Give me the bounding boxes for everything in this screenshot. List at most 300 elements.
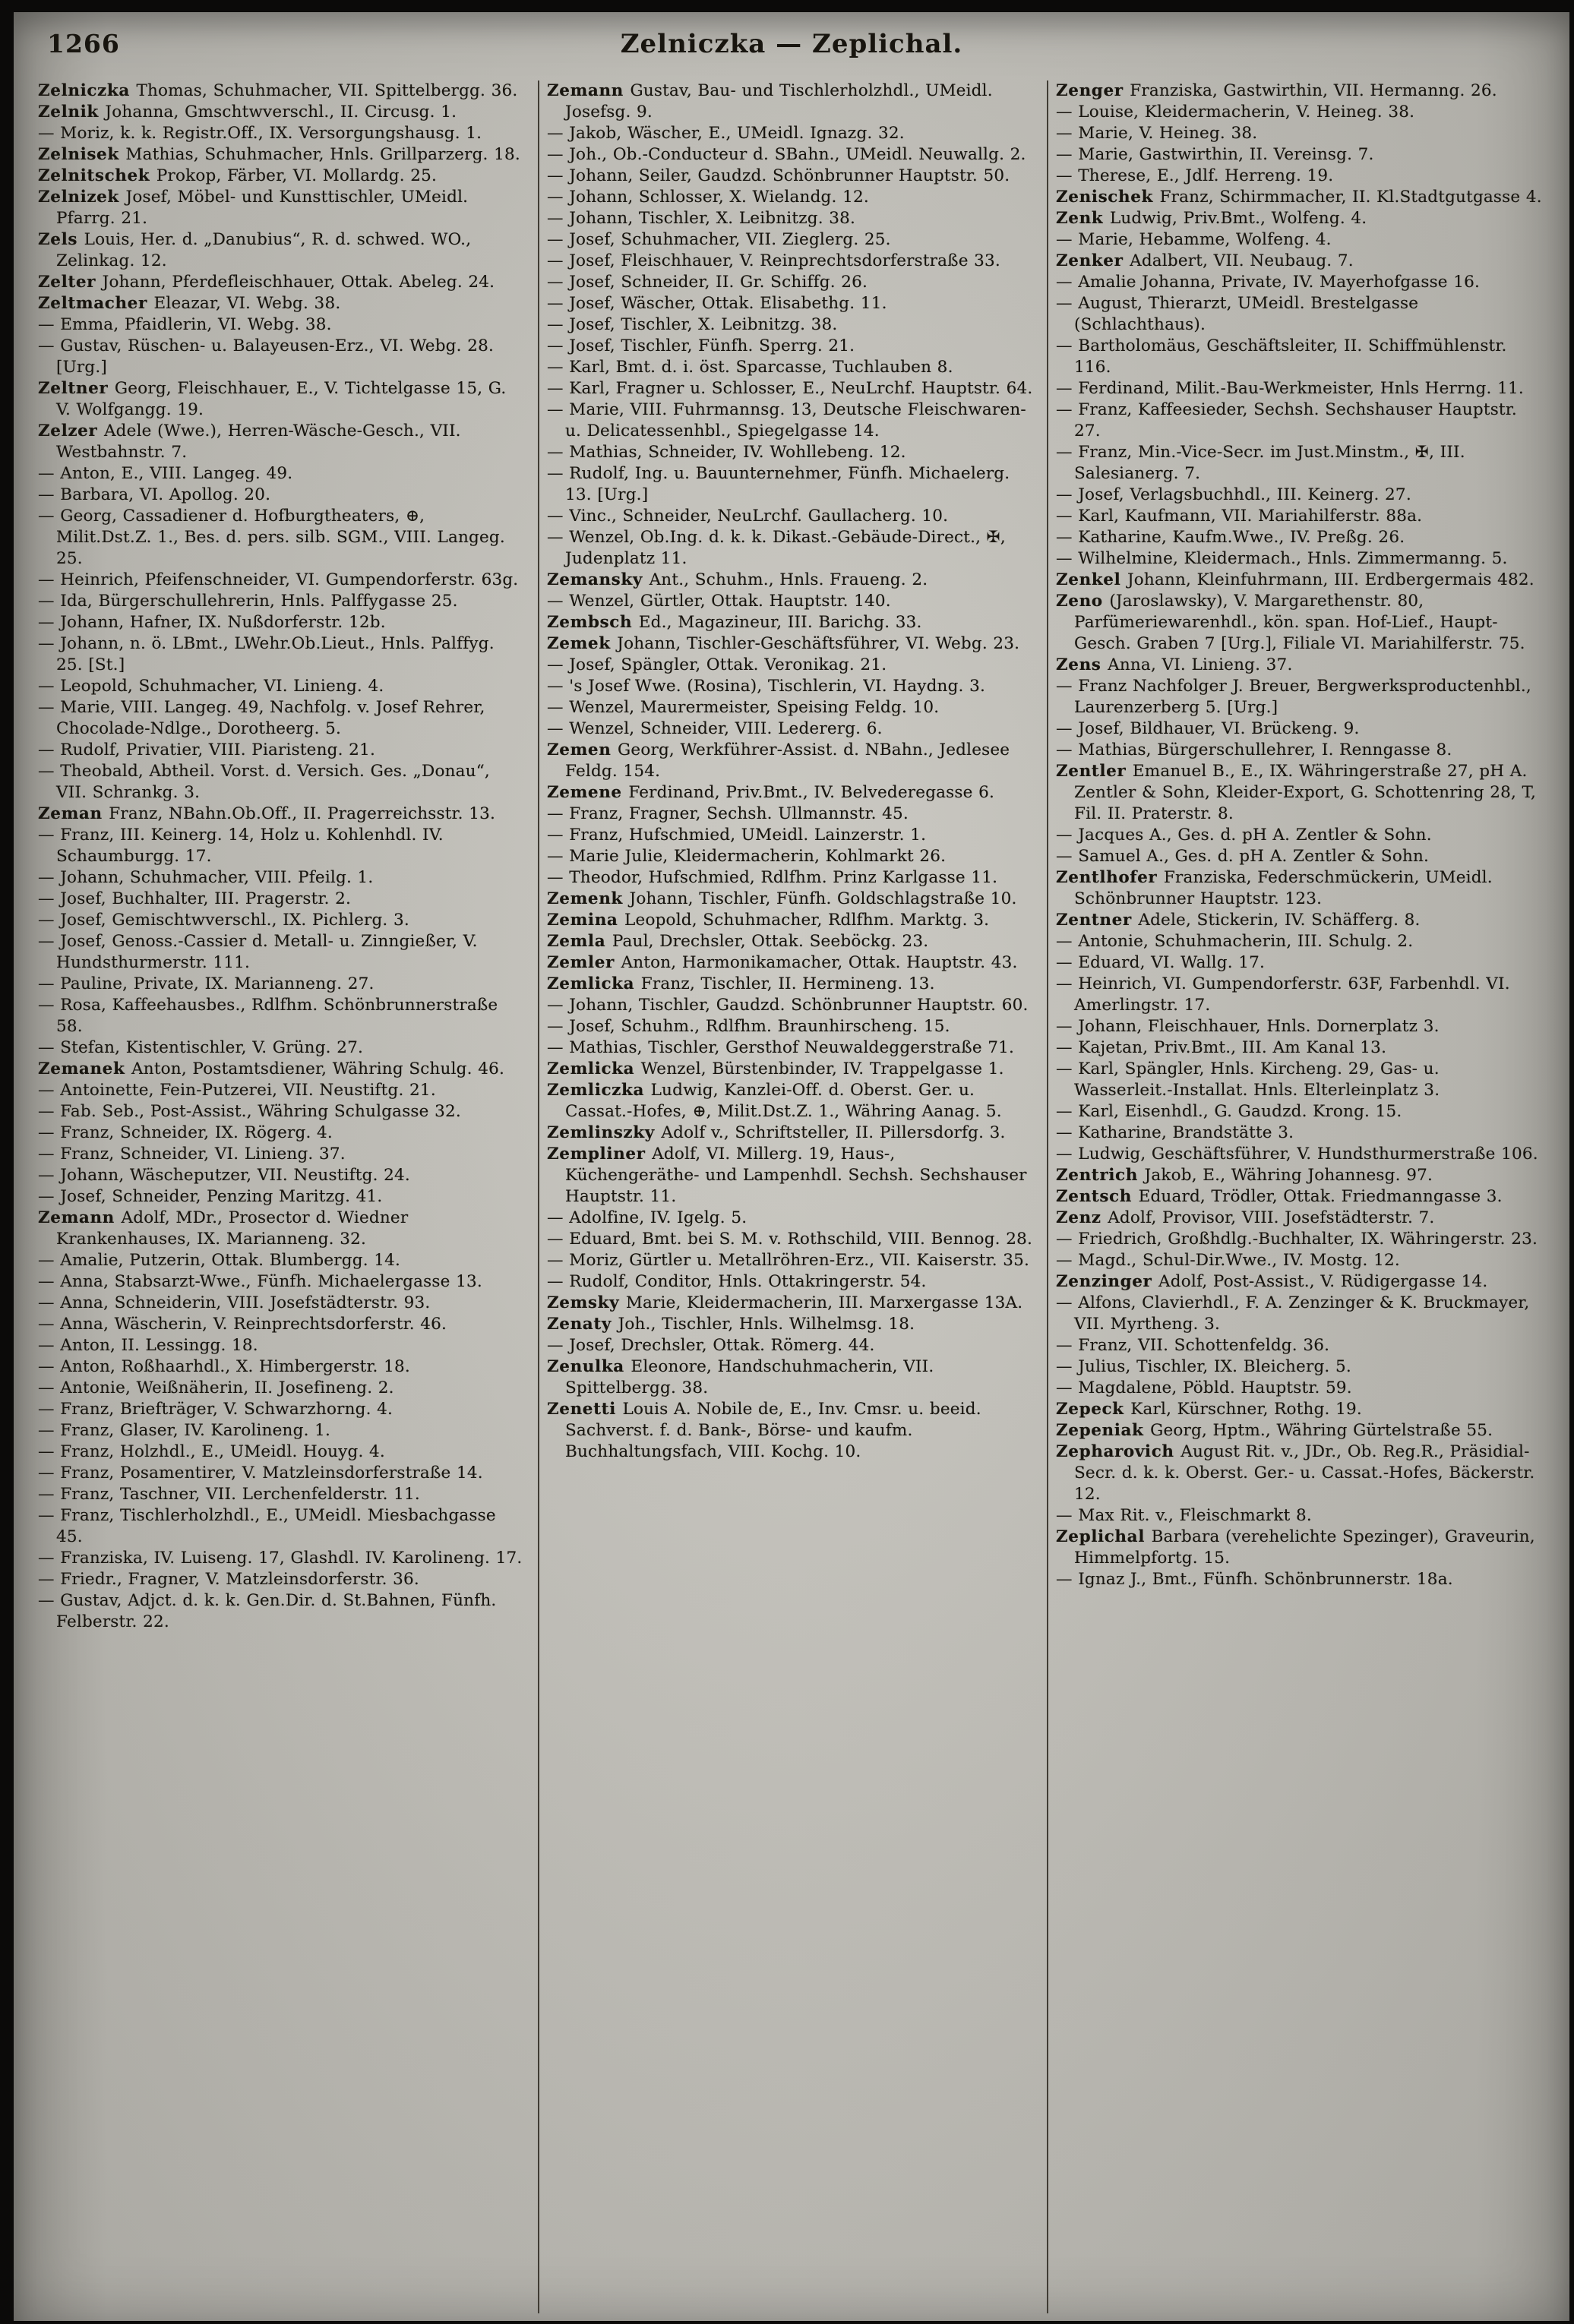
entry-text: — Johann, Schlosser, X. Wielandg. 12. — [547, 188, 869, 207]
directory-entry — [1056, 1527, 1542, 1569]
entry-text: — Eduard, VI. Wallg. 17. — [1056, 953, 1266, 972]
entry-text: — Karl, Fragner u. Schlosser, E., NeuLrchf. Hauptstr. 64. — [547, 379, 1033, 398]
directory-entry — [547, 357, 1033, 378]
entry-surname: Zenischek — [1056, 188, 1160, 207]
directory-entry — [38, 1569, 524, 1590]
entry-surname: Zemen — [547, 740, 618, 759]
directory-entry — [1056, 527, 1542, 548]
directory-entry — [1056, 1271, 1542, 1293]
entry-text: — Rudolf, Privatier, VIII. Piaristeng. 21. — [38, 740, 375, 759]
entry-text: — Fab. Seb., Post-Assist., Währing Schulgasse 32. — [38, 1102, 461, 1121]
entry-text: — Mathias, Tischler, Gersthof Neuwaldeggerstraße 71. — [547, 1038, 1015, 1057]
directory-entry — [547, 889, 1033, 910]
entry-text: — Friedr., Fragner, V. Matzleinsdorferstr. 36. — [38, 1570, 419, 1589]
directory-entry — [1056, 846, 1542, 867]
entry-surname: Zelnisek — [38, 145, 126, 164]
directory-entry — [1056, 251, 1542, 272]
directory-entry — [38, 1186, 524, 1208]
directory-entry — [38, 1378, 524, 1399]
entry-text: Ludwig, Kanzlei-Off. d. Oberst. Ger. u. Cassat.-Hofes, ⊕, Milit.Dst.Z. 1., Währing Aanag. 5. — [565, 1081, 1002, 1121]
directory-entry — [547, 782, 1033, 804]
entry-text: — Franz, VII. Schottenfeldg. 36. — [1056, 1336, 1330, 1355]
entry-surname: Zepeniak — [1056, 1421, 1151, 1440]
directory-entry — [1056, 591, 1542, 655]
entry-surname: Zenetti — [547, 1400, 623, 1419]
directory-entry — [38, 761, 524, 804]
directory-entry — [547, 804, 1033, 825]
entry-text: — Josef, Gemischtwverschl., IX. Pichlerg. 3. — [38, 911, 409, 930]
directory-entry — [38, 974, 524, 995]
entry-text: — Gustav, Adjct. d. k. k. Gen.Dir. d. St.Bahnen, Fünfh. Felberstr. 22. — [38, 1591, 497, 1631]
entry-text: Anton, Harmonikamacher, Ottak. Hauptstr. 43. — [621, 953, 1018, 972]
directory-entry — [38, 740, 524, 761]
entry-text: — Josef, Schneider, II. Gr. Schiffg. 26. — [547, 273, 868, 292]
entry-surname: Zemlinszky — [547, 1123, 662, 1142]
entry-surname: Zenzinger — [1056, 1272, 1159, 1291]
directory-entry — [38, 463, 524, 485]
entry-surname: Zentsch — [1056, 1187, 1139, 1206]
column-2 — [545, 81, 1041, 2313]
entry-text: — Franz, Schneider, VI. Linieng. 37. — [38, 1145, 346, 1164]
entry-text: — Anton, Roßhaarhdl., X. Himbergerstr. 18. — [38, 1357, 410, 1376]
directory-entry — [1056, 1144, 1542, 1165]
entry-text: — Therese, E., Jdlf. Herreng. 19. — [1056, 166, 1334, 185]
entry-text: — Leopold, Schuhmacher, VI. Linieng. 4. — [38, 677, 384, 696]
entry-text: Adele (Wwe.), Herren-Wäsche-Gesch., VII. Westbahnstr. 7. — [56, 422, 461, 462]
entry-text: Barbara (verehelichte Spezinger), Graveurin, Himmelpfortg. 15. — [1074, 1527, 1535, 1568]
entry-surname: Zentner — [1056, 911, 1139, 930]
directory-entry — [547, 463, 1033, 506]
directory-entry — [38, 1356, 524, 1378]
directory-entry — [38, 1144, 524, 1165]
directory-entry — [1056, 718, 1542, 740]
entry-text: Johann, Tischler, Fünfh. Goldschlagstraße 10. — [629, 889, 1017, 908]
entry-surname: Zels — [38, 230, 84, 249]
directory-entry — [547, 591, 1033, 612]
directory-entry — [38, 506, 524, 570]
entry-text: — Wenzel, Schneider, VIII. Ledererg. 6. — [547, 719, 883, 738]
entry-text: — Barbara, VI. Apollog. 20. — [38, 485, 271, 504]
entry-surname: Zentler — [1056, 762, 1133, 781]
entry-text: — Johann, n. ö. LBmt., LWehr.Ob.Lieut., Hnls. Palffyg. 25. [St.] — [38, 634, 495, 674]
directory-entry — [1056, 825, 1542, 846]
directory-entry — [547, 123, 1033, 144]
directory-entry — [1056, 761, 1542, 825]
entry-surname: Zeplichal — [1056, 1527, 1152, 1546]
entry-text: — Jakob, Wäscher, E., UMeidl. Ignazg. 32. — [547, 124, 905, 143]
directory-entry — [1056, 123, 1542, 144]
directory-entry — [38, 314, 524, 336]
page-number: 1266 — [47, 29, 120, 58]
entry-text: — Stefan, Kistentischler, V. Grüng. 27. — [38, 1038, 364, 1057]
entry-text: — Franz, Glaser, IV. Karolineng. 1. — [38, 1421, 331, 1440]
entry-text: Ferdinand, Priv.Bmt., IV. Belvederegasse 6. — [628, 783, 995, 802]
entry-text: — Magd., Schul-Dir.Wwe., IV. Mostg. 12. — [1056, 1251, 1400, 1270]
entry-text: Adolf, MDr., Prosector d. Wiedner Krankenhauses, IX. Marianneng. 32. — [56, 1208, 409, 1249]
directory-entry — [547, 910, 1033, 931]
directory-entry — [38, 804, 524, 825]
directory-entry — [38, 123, 524, 144]
entry-text: — 's Josef Wwe. (Rosina), Tischlerin, VI. Haydng. 3. — [547, 677, 986, 696]
directory-entry — [1056, 655, 1542, 676]
entry-text: — Josef, Tischler, X. Leibnitzg. 38. — [547, 315, 838, 334]
entry-text: Johanna, Gmschtwverschl., II. Circusg. 1. — [105, 103, 457, 122]
entry-text: Louis, Her. d. „Danubius“, R. d. schwed. WO., Zelinkag. 12. — [56, 230, 472, 270]
directory-entry — [1056, 570, 1542, 591]
directory-entry — [38, 910, 524, 931]
entry-text: Adolf, VI. Millerg. 19, Haus-, Küchengeräthe- und Lampenhdl. Sechsh. Sechshauser Hauptstr. 11. — [565, 1145, 1027, 1206]
entry-text: — Bartholomäus, Geschäftsleiter, II. Schiffmühlenstr. 116. — [1056, 336, 1507, 377]
entry-surname: Zens — [1056, 655, 1108, 674]
entry-text: Franz, Tischler, II. Hermineng. 13. — [640, 974, 935, 993]
directory-entry — [1056, 166, 1542, 187]
entry-text: — Antonie, Schuhmacherin, III. Schulg. 2. — [1056, 932, 1414, 951]
entry-text: — Katharine, Kaufm.Wwe., IV. Preßg. 26. — [1056, 528, 1405, 547]
entry-surname: Zemlicka — [547, 974, 641, 993]
entry-text: — Katharine, Brandstätte 3. — [1056, 1123, 1294, 1142]
directory-entry — [1056, 910, 1542, 931]
directory-entry — [38, 612, 524, 633]
directory-entry — [547, 527, 1033, 570]
entry-surname: Zemenk — [547, 889, 630, 908]
entry-text: — Georg, Cassadiener d. Hofburgtheaters, ⊕, Milit.Dst.Z. 1., Bes. d. pers. silb. SGM., VIII. Langeg. 25. — [38, 507, 505, 568]
directory-entry — [38, 1484, 524, 1505]
directory-entry — [547, 867, 1033, 889]
directory-entry — [38, 187, 524, 229]
entry-text: Paul, Drechsler, Ottak. Seeböckg. 23. — [612, 932, 929, 951]
directory-entry — [1056, 867, 1542, 910]
entry-text: — Josef, Spängler, Ottak. Veronikag. 21. — [547, 655, 887, 674]
entry-text: — Johann, Schuhmacher, VIII. Pfeilg. 1. — [38, 868, 374, 887]
directory-entry — [1056, 378, 1542, 399]
directory-entry — [1056, 952, 1542, 974]
directory-entry — [1056, 1505, 1542, 1527]
entry-text: — Jacques A., Ges. d. pH A. Zentler & Sohn. — [1056, 826, 1432, 845]
directory-entry — [547, 1356, 1033, 1399]
entry-text: — Josef, Schuhm., Rdlfhm. Braunhirscheng. 15. — [547, 1017, 950, 1036]
directory-entry — [38, 1548, 524, 1569]
directory-entry — [1056, 1186, 1542, 1208]
entry-surname: Zemek — [547, 634, 618, 653]
entry-surname: Zeltner — [38, 379, 115, 398]
directory-entry — [38, 676, 524, 697]
entry-text: — Kajetan, Priv.Bmt., III. Am Kanal 13. — [1056, 1038, 1387, 1057]
entry-text: Ed., Magazineur, III. Barichg. 33. — [638, 613, 922, 632]
directory-entry — [1056, 1229, 1542, 1250]
entry-text: Johann, Kleinfuhrmann, III. Erdbergermais 482. — [1127, 570, 1534, 589]
directory-entry — [547, 1080, 1033, 1123]
directory-entry — [38, 1123, 524, 1144]
entry-text: Adolf, Provisor, VIII. Josefstädterstr. 7. — [1108, 1208, 1435, 1227]
directory-entry — [38, 1441, 524, 1463]
directory-entry — [38, 421, 524, 463]
entry-text: — Franz, III. Keinerg. 14, Holz u. Kohlenhdl. IV. Schaumburgg. 17. — [38, 826, 444, 866]
entry-text: Adolf, Post-Assist., V. Rüdigergasse 14. — [1158, 1272, 1488, 1291]
entry-text: — Josef, Schuhmacher, VII. Zieglerg. 25. — [547, 230, 891, 249]
entry-text: — Josef, Verlagsbuchhdl., III. Keinerg. 27. — [1056, 485, 1411, 504]
entry-surname: Zemsky — [547, 1293, 626, 1312]
entry-text: — Samuel A., Ges. d. pH A. Zentler & Sohn. — [1056, 847, 1430, 866]
directory-entry — [38, 1463, 524, 1484]
directory-entry — [38, 293, 524, 314]
directory-entry — [1056, 1059, 1542, 1101]
entry-text: — Theobald, Abtheil. Vorst. d. Versich. Ges. „Donau“, VII. Schrankg. 3. — [38, 762, 490, 802]
entry-text: — Anna, Stabsarzt-Wwe., Fünfh. Michaelergasse 13. — [38, 1272, 482, 1291]
entry-text: — Amalie Johanna, Private, IV. Mayerhofgasse 16. — [1056, 273, 1481, 292]
directory-entry — [547, 1314, 1033, 1335]
directory-entry — [547, 314, 1033, 336]
entry-text: — Franziska, IV. Luiseng. 17, Glashdl. IV. Karolineng. 17. — [38, 1549, 523, 1568]
entry-text: — Theodor, Hufschmied, Rdlfhm. Prinz Karlgasse 11. — [547, 868, 998, 887]
entry-surname: Zemann — [547, 81, 631, 100]
entry-surname: Zelter — [38, 273, 103, 292]
directory-entry — [1056, 1399, 1542, 1420]
directory-entry — [38, 336, 524, 378]
entry-text: — Gustav, Rüschen- u. Balayeusen-Erz., VI. Webg. 28. [Urg.] — [38, 336, 494, 377]
directory-entry — [1056, 208, 1542, 229]
entry-text: Franz, Schirmmacher, II. Kl.Stadtgutgasse 4. — [1159, 188, 1542, 207]
entry-text: — Joh., Ob.-Conducteur d. SBahn., UMeidl. Neuwallg. 2. — [547, 145, 1026, 164]
entry-text: — Antoinette, Fein-Putzerei, VII. Neustiftg. 21. — [38, 1081, 436, 1100]
entry-text: — Josef, Drechsler, Ottak. Römerg. 44. — [547, 1336, 875, 1355]
directory-entry — [38, 1101, 524, 1123]
directory-entry — [547, 1123, 1033, 1144]
entry-text: — Franz, Kaffeesieder, Sechsh. Sechshauser Hauptstr. 27. — [1056, 400, 1517, 440]
entry-text: Eleonore, Handschuhmacherin, VII. Spittelbergg. 38. — [565, 1357, 934, 1397]
directory-entry — [547, 718, 1033, 740]
directory-entry — [38, 1399, 524, 1420]
entry-text: — Franz, Schneider, IX. Rögerg. 4. — [38, 1123, 333, 1142]
entry-text: — Franz, Hufschmied, UMeidl. Lainzerstr. 1. — [547, 826, 927, 845]
entry-text: August Rit. v., JDr., Ob. Reg.R., Präsidial-Secr. d. k. k. Oberst. Ger.- u. Cassat.-Hofes, Bäckerstr. 12. — [1074, 1442, 1535, 1504]
entry-surname: Zelnitschek — [38, 166, 156, 185]
entry-text: — Wenzel, Ob.Ing. d. k. k. Dikast.-Gebäude-Direct., ✠, Judenplatz 11. — [547, 528, 1006, 568]
directory-entry — [38, 1165, 524, 1186]
entry-text: — Johann, Seiler, Gaudzd. Schönbrunner Hauptstr. 50. — [547, 166, 1010, 185]
entry-text: Wenzel, Bürstenbinder, IV. Trappelgasse 1. — [640, 1059, 1004, 1078]
directory-entry — [547, 272, 1033, 293]
entry-text: — Josef, Schneider, Penzing Maritzg. 41. — [38, 1187, 383, 1206]
entry-text: Eduard, Trödler, Ottak. Friedmanngasse 3. — [1138, 1187, 1503, 1206]
directory-entry — [38, 825, 524, 867]
entry-text: — Moriz, k. k. Registr.Off., IX. Versorgungshausg. 1. — [38, 124, 482, 143]
entry-surname: Zenz — [1056, 1208, 1108, 1227]
entry-surname: Zenkel — [1056, 570, 1127, 589]
entry-surname: Zentlhofer — [1056, 868, 1164, 887]
directory-entry — [547, 144, 1033, 166]
entry-text: — Emma, Pfaidlerin, VI. Webg. 38. — [38, 315, 332, 334]
entry-text: — Josef, Buchhalter, III. Pragerstr. 2. — [38, 889, 352, 908]
entry-text: Georg, Fleischhauer, E., V. Tichtelgasse 15, G. V. Wolfgangg. 19. — [56, 379, 507, 419]
directory-entry — [38, 1293, 524, 1314]
entry-text: Thomas, Schuhmacher, VII. Spittelbergg. 36. — [136, 81, 518, 100]
entry-text: — Rosa, Kaffeehausbes., Rdlfhm. Schönbrunnerstraße 58. — [38, 996, 498, 1036]
entry-text: Mathias, Schuhmacher, Hnls. Grillparzerg. 18. — [125, 145, 520, 164]
directory-entry — [1056, 1378, 1542, 1399]
entry-surname: Zembsch — [547, 613, 639, 632]
directory-entry — [1056, 1335, 1542, 1356]
directory-entry — [547, 952, 1033, 974]
entry-text: — Eduard, Bmt. bei S. M. v. Rothschild, VIII. Bennog. 28. — [547, 1230, 1033, 1249]
entry-text: — Rudolf, Ing. u. Bauunternehmer, Fünfh. Michaelerg. 13. [Urg.] — [547, 464, 1010, 504]
directory-entry — [547, 655, 1033, 676]
directory-entry — [547, 81, 1033, 123]
directory-entry — [1056, 293, 1542, 336]
directory-entry — [38, 229, 524, 272]
page-header — [14, 12, 1569, 71]
directory-entry — [38, 1080, 524, 1101]
directory-entry — [38, 1271, 524, 1293]
entry-text: — Max Rit. v., Fleischmarkt 8. — [1056, 1506, 1312, 1525]
entry-text: — Marie Julie, Kleidermacherin, Kohlmarkt 26. — [547, 847, 947, 866]
columns-container — [14, 71, 1569, 2313]
entry-text: — Julius, Tischler, IX. Bleicherg. 5. — [1056, 1357, 1351, 1376]
directory-entry — [547, 1144, 1033, 1208]
entry-surname: Zentrich — [1056, 1166, 1145, 1185]
directory-entry — [547, 825, 1033, 846]
column-divider-1 — [538, 81, 539, 2313]
entry-text: — Antonie, Weißnäherin, II. Josefineng. 2. — [38, 1378, 394, 1397]
directory-entry — [1056, 187, 1542, 208]
directory-entry — [38, 867, 524, 889]
directory-entry — [38, 931, 524, 974]
directory-entry — [547, 1059, 1033, 1080]
directory-entry — [1056, 1250, 1542, 1271]
entry-text: — Marie, Hebamme, Wolfeng. 4. — [1056, 230, 1332, 249]
entry-text: — Johann, Tischler, X. Leibnitzg. 38. — [547, 209, 856, 228]
directory-entry — [1056, 1165, 1542, 1186]
entry-text: Adolf v., Schriftsteller, II. Pillersdorfg. 3. — [661, 1123, 1006, 1142]
directory-entry — [547, 506, 1033, 527]
directory-entry — [547, 442, 1033, 463]
directory-entry — [38, 1420, 524, 1441]
directory-entry — [1056, 1420, 1542, 1441]
entry-text: — Adolfine, IV. Igelg. 5. — [547, 1208, 747, 1227]
entry-surname: Zemler — [547, 953, 621, 972]
entry-surname: Zemla — [547, 932, 612, 951]
entry-text: — Karl, Spängler, Hnls. Kircheng. 29, Gas- u. Wasserleit.-Installat. Hnls. Elterleinplatz 3. — [1056, 1059, 1440, 1100]
entry-text: Emanuel B., E., IX. Währingerstraße 27, pH A. Zentler & Sohn, Kleider-Export, G. Schottenring 28, T, Fil. II. Praterstr. 8. — [1074, 762, 1536, 823]
directory-entry — [547, 570, 1033, 591]
directory-entry — [547, 1250, 1033, 1271]
entry-text: — Franz Nachfolger J. Breuer, Bergwerksproductenhbl., Laurenzerberg 5. [Urg.] — [1056, 677, 1531, 717]
entry-surname: Zemliczka — [547, 1081, 651, 1100]
entry-text: (Jaroslawsky), V. Margarethenstr. 80, Parfümeriewarenhdl., kön. span. Hof-Lief., Haupt-Gesch. Graben 7 [Urg.], Filiale VI. Mariahilferstr. 75. — [1074, 592, 1525, 653]
directory-entry — [1056, 1569, 1542, 1590]
entry-text: — Friedrich, Großhdlg.-Buchhalter, IX. Währingerstr. 23. — [1056, 1230, 1538, 1249]
directory-entry — [547, 1335, 1033, 1356]
entry-text: — Vinc., Schneider, NeuLrchf. Gaullacherg. 10. — [547, 507, 949, 526]
directory-entry — [1056, 1037, 1542, 1059]
entry-text: — Mathias, Bürgerschullehrer, I. Renngasse 8. — [1056, 740, 1452, 759]
directory-entry — [1056, 81, 1542, 102]
directory-entry — [547, 1208, 1033, 1229]
entry-text: Leopold, Schuhmacher, Rdlfhm. Marktg. 3. — [624, 911, 990, 930]
directory-entry — [1056, 1016, 1542, 1037]
entry-text: — Josef, Genoss.-Cassier d. Metall- u. Zinngießer, V. Hundsthurmerstr. 111. — [38, 932, 478, 972]
entry-text: — Wilhelmine, Kleidermach., Hnls. Zimmermanng. 5. — [1056, 549, 1508, 568]
entry-text: Anna, VI. Linieng. 37. — [1108, 655, 1293, 674]
entry-surname: Zepharovich — [1056, 1442, 1181, 1461]
directory-entry — [1056, 676, 1542, 718]
entry-text: — Rudolf, Conditor, Hnls. Ottakringerstr. 54. — [547, 1272, 927, 1291]
entry-text: — Marie, VIII. Langeg. 49, Nachfolg. v. Josef Rehrer, Chocolade-Ndlge., Dorotheerg. 5. — [38, 698, 485, 738]
entry-surname: Zenker — [1056, 251, 1130, 270]
entry-surname: Zemina — [547, 911, 625, 930]
entry-surname: Zenk — [1056, 209, 1110, 228]
directory-entry — [38, 144, 524, 166]
entry-surname: Zemansky — [547, 570, 650, 589]
entry-text: — August, Thierarzt, UMeidl. Brestelgasse (Schlachthaus). — [1056, 294, 1419, 334]
directory-entry — [547, 995, 1033, 1016]
running-title: Zelniczka — Zeplichal. — [620, 29, 963, 59]
entry-text: — Magdalene, Pöbld. Hauptstr. 59. — [1056, 1378, 1352, 1397]
directory-entry — [547, 166, 1033, 187]
directory-entry — [1056, 1208, 1542, 1229]
entry-text: — Alfons, Clavierhdl., F. A. Zenzinger & K. Bruckmayer, VII. Myrtheng. 3. — [1056, 1293, 1530, 1334]
entry-text: Adele, Stickerin, IV. Schäfferg. 8. — [1138, 911, 1421, 930]
entry-text: Prokop, Färber, VI. Mollardg. 25. — [156, 166, 438, 185]
directory-entry — [1056, 1441, 1542, 1505]
entry-text: Franziska, Federschmückerin, UMeidl. Schönbrunner Hauptstr. 123. — [1074, 868, 1493, 908]
entry-surname: Zemlicka — [547, 1059, 641, 1078]
column-divider-2 — [1047, 81, 1048, 2313]
entry-text: — Anna, Schneiderin, VIII. Josefstädterstr. 93. — [38, 1293, 431, 1312]
entry-text: — Heinrich, VI. Gumpendorferstr. 63F, Farbenhdl. VI. Amerlingstr. 17. — [1056, 974, 1510, 1015]
entry-text: — Franz, Posamentirer, V. Matzleinsdorferstraße 14. — [38, 1464, 483, 1482]
directory-entry — [1056, 442, 1542, 485]
entry-text: — Franz, Briefträger, V. Schwarzhorng. 4. — [38, 1400, 394, 1419]
directory-entry — [38, 1505, 524, 1548]
directory-entry — [547, 846, 1033, 867]
entry-text: Franziska, Gastwirthin, VII. Hermanng. 26. — [1130, 81, 1497, 100]
entry-surname: Zemene — [547, 783, 629, 802]
directory-entry — [1056, 102, 1542, 123]
entry-text: — Karl, Kaufmann, VII. Mariahilferstr. 88a. — [1056, 507, 1423, 526]
directory-entry — [547, 1271, 1033, 1293]
directory-entry — [38, 1590, 524, 1633]
entry-text: Ludwig, Priv.Bmt., Wolfeng. 4. — [1109, 209, 1367, 228]
directory-entry — [38, 485, 524, 506]
entry-text: — Franz, Min.-Vice-Secr. im Just.Minstm., ✠, III. Salesianerg. 7. — [1056, 443, 1465, 483]
entry-text: — Amalie, Putzerin, Ottak. Blumbergg. 14. — [38, 1251, 401, 1270]
entry-surname: Zelniczka — [38, 81, 137, 100]
entry-text: — Franz, Fragner, Sechsh. Ullmannstr. 45. — [547, 804, 909, 823]
directory-entry — [547, 740, 1033, 782]
entry-text: — Marie, V. Heineg. 38. — [1056, 124, 1258, 143]
entry-text: Adalbert, VII. Neubaug. 7. — [1130, 251, 1354, 270]
directory-entry — [547, 1293, 1033, 1314]
directory-entry — [547, 1399, 1033, 1463]
directory-entry — [1056, 272, 1542, 293]
entry-surname: Zemann — [38, 1208, 122, 1227]
directory-entry — [38, 1037, 524, 1059]
entry-surname: Zelnik — [38, 103, 106, 122]
entry-surname: Zeman — [38, 804, 109, 823]
directory-entry — [547, 633, 1033, 655]
directory-entry — [547, 612, 1033, 633]
entry-text: — Wenzel, Gürtler, Ottak. Hauptstr. 140. — [547, 592, 891, 611]
entry-text: — Johann, Tischler, Gaudzd. Schönbrunner Hauptstr. 60. — [547, 996, 1029, 1015]
directory-entry — [38, 995, 524, 1037]
entry-text: Georg, Hptm., Währing Gürtelstraße 55. — [1150, 1421, 1493, 1440]
entry-text: — Anton, II. Lessingg. 18. — [38, 1336, 258, 1355]
entry-text: — Anton, E., VIII. Langeg. 49. — [38, 464, 293, 483]
column-1 — [36, 81, 532, 2313]
directory-entry — [1056, 931, 1542, 952]
entry-surname: Zeltmacher — [38, 294, 154, 313]
directory-entry — [1056, 229, 1542, 251]
